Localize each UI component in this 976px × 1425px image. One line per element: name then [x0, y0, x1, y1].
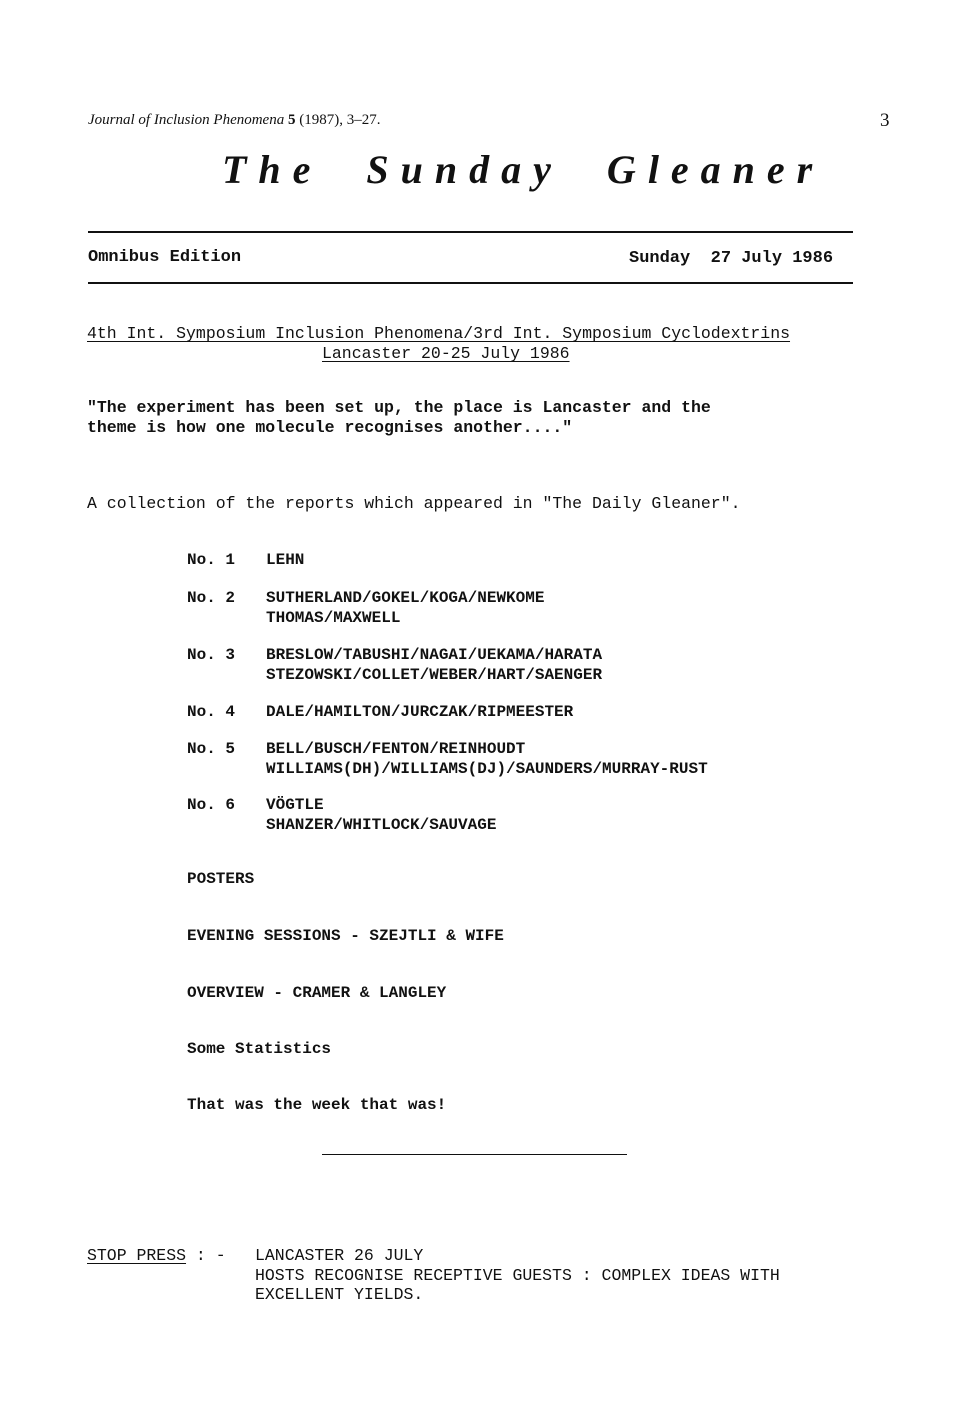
report-authors-line-2: THOMAS/MAXWELL	[266, 609, 401, 627]
section-statistics: Some Statistics	[187, 1040, 332, 1058]
stop-press-line-3: EXCELLENT YIELDS.	[255, 1285, 424, 1304]
report-authors: DALE/HAMILTON/JURCZAK/RIPMEESTER	[266, 703, 574, 721]
quote-line-1: "The experiment has been set up, the place is Lancaster and the	[87, 398, 711, 417]
stop-press-label	[87, 1246, 226, 1265]
section-evening-sessions: EVENING SESSIONS - SZEJTLI & WIFE	[187, 927, 504, 945]
report-authors: LEHN	[266, 551, 305, 569]
page-number: 3	[880, 110, 890, 131]
edition-date: Sunday 27 July 1986	[629, 249, 834, 268]
opening-quote	[87, 398, 711, 438]
report-number: No. 3	[187, 646, 236, 664]
masthead-title: The Sunday Gleaner	[222, 147, 825, 192]
bottom-rule	[88, 282, 853, 284]
report-number: No. 1	[187, 551, 236, 569]
stop-press-line-2: HOSTS RECOGNISE RECEPTIVE GUESTS : COMPLEX IDEAS WITH	[255, 1265, 780, 1285]
report-authors-line-1: VÖGTLE	[266, 796, 324, 814]
report-authors	[266, 645, 602, 685]
section-posters: POSTERS	[187, 870, 255, 888]
journal-volume: 5	[287, 112, 296, 128]
report-authors-line-1: BELL/BUSCH/FENTON/REINHOUDT	[266, 740, 526, 758]
journal-name: Journal of Inclusion Phenomena	[88, 112, 285, 128]
report-authors-line-2: WILLIAMS(DH)/WILLIAMS(DJ)/SAUNDERS/MURRAY-RUST	[266, 760, 708, 778]
journal-citation	[88, 112, 380, 129]
report-number: No. 5	[187, 740, 236, 758]
stop-press-line-1: LANCASTER 26 JULY	[255, 1246, 424, 1265]
report-authors	[266, 588, 544, 628]
divider	[322, 1154, 627, 1155]
top-rule	[88, 231, 853, 233]
journal-year-pages: (1987), 3–27.	[299, 112, 381, 128]
report-authors-line-1: BRESLOW/TABUSHI/NAGAI/UEKAMA/HARATA	[266, 646, 603, 664]
report-authors-line-2: STEZOWSKI/COLLET/WEBER/HART/SAENGER	[266, 666, 603, 684]
stop-press-text	[255, 1246, 780, 1305]
report-number: No. 6	[187, 796, 236, 814]
report-authors-line-2: SHANZER/WHITLOCK/SAUVAGE	[266, 816, 497, 834]
symposium-location: Lancaster 20-25 July 1986	[322, 344, 570, 363]
report-authors	[266, 795, 496, 835]
edition-label: Omnibus Edition	[88, 248, 242, 267]
quote-line-2: theme is how one molecule recognises another...."	[87, 418, 573, 437]
report-number: No. 2	[187, 589, 236, 607]
section-closing: That was the week that was!	[187, 1096, 447, 1114]
stop-press-separator: : -	[186, 1246, 226, 1265]
symposium-title: 4th Int. Symposium Inclusion Phenomena/3rd Int. Symposium Cyclodextrins	[87, 324, 791, 343]
stop-press-heading: STOP PRESS	[87, 1246, 187, 1265]
report-number: No. 4	[187, 703, 236, 721]
section-overview: OVERVIEW - CRAMER & LANGLEY	[187, 984, 447, 1002]
collection-intro: A collection of the reports which appeared in "The Daily Gleaner".	[87, 494, 741, 513]
report-authors	[266, 739, 708, 779]
report-authors-line-1: SUTHERLAND/GOKEL/KOGA/NEWKOME	[266, 589, 545, 607]
